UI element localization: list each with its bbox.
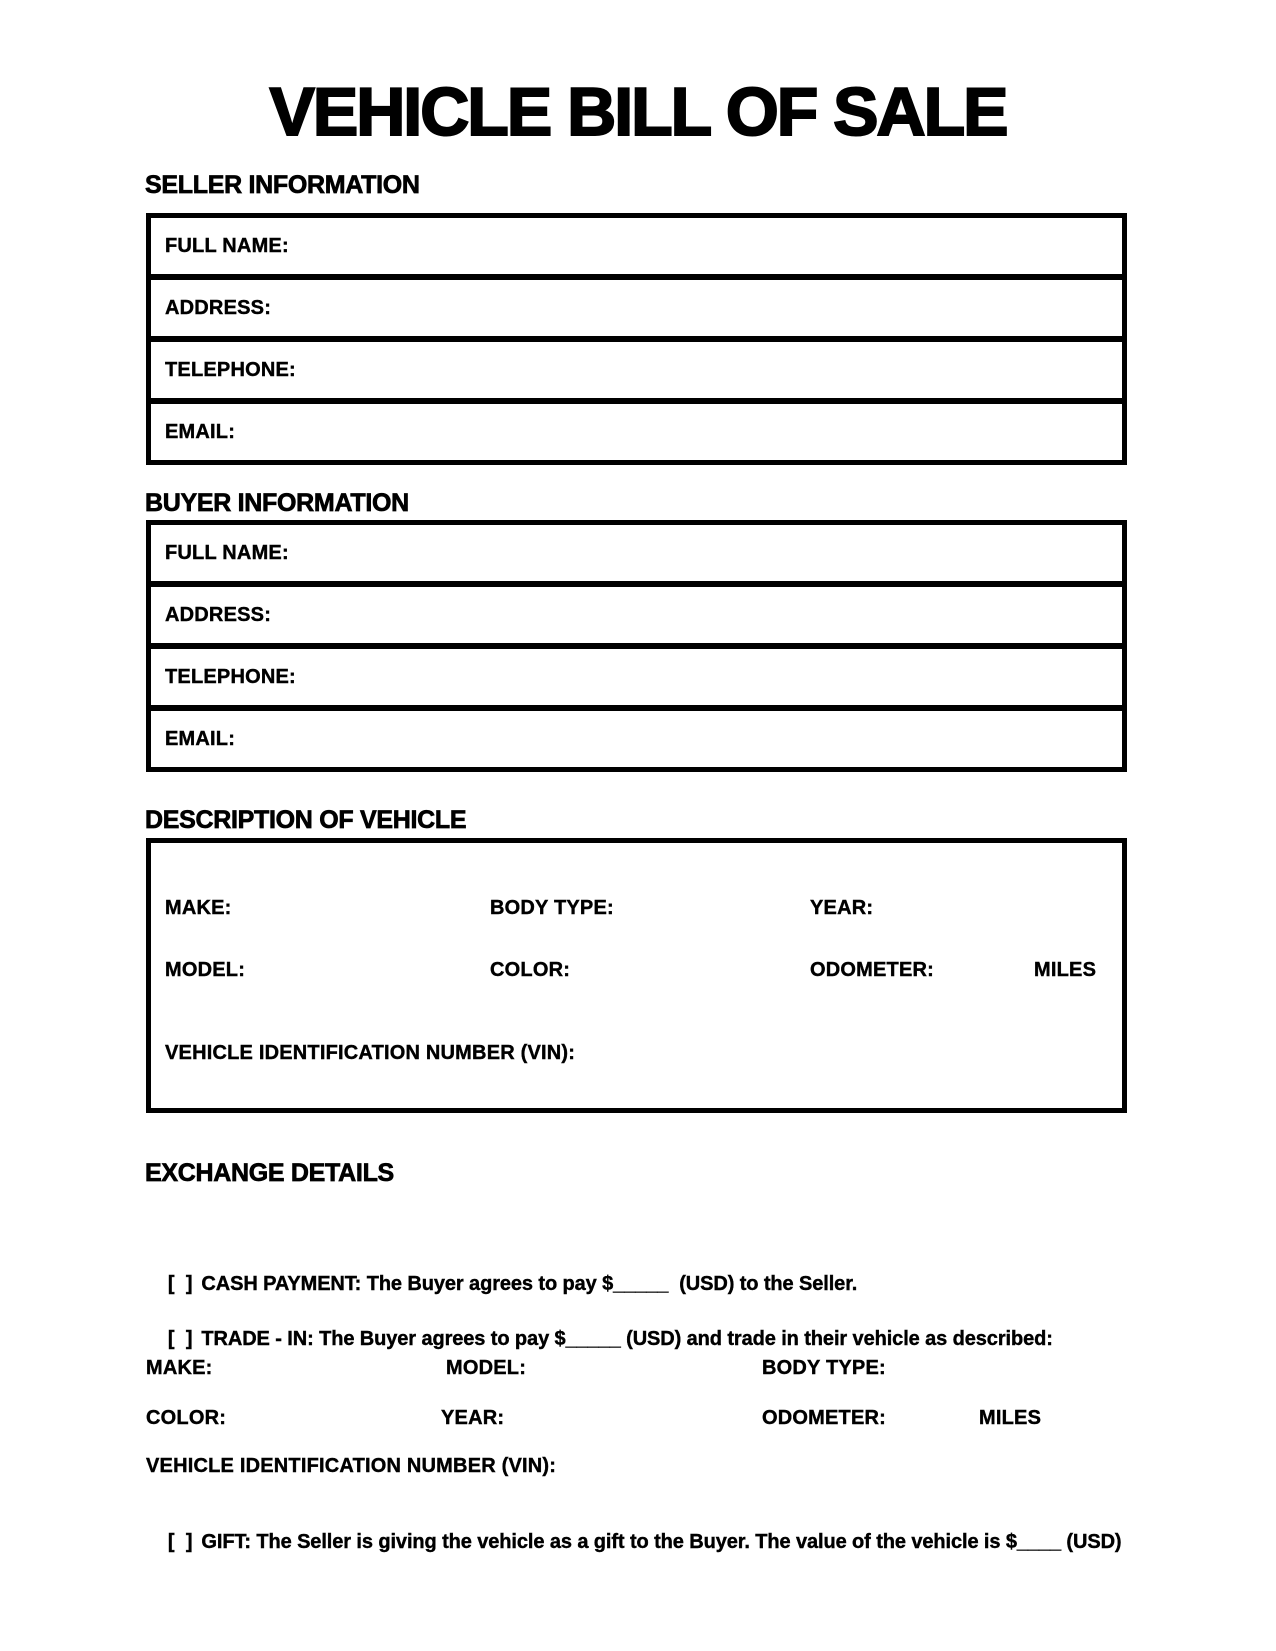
vehicle-miles-label: MILES — [1034, 959, 1097, 981]
seller-section-heading: SELLER INFORMATION — [145, 171, 420, 199]
buyer-section-heading: BUYER INFORMATION — [145, 489, 409, 517]
seller-email-label: EMAIL: — [165, 420, 236, 443]
trade-in-option — [146, 1303, 1053, 1375]
trade-year-label: YEAR: — [441, 1407, 505, 1429]
buyer-email-label: EMAIL: — [165, 727, 236, 750]
trade-in-checkbox: [ ] — [167, 1328, 193, 1350]
seller-email-row — [151, 404, 1122, 460]
trade-make-label: MAKE: — [146, 1357, 213, 1379]
vehicle-odometer-label: ODOMETER: — [810, 959, 935, 981]
exchange-section-heading: EXCHANGE DETAILS — [145, 1159, 394, 1187]
trade-miles-label: MILES — [979, 1407, 1042, 1429]
gift-option — [146, 1506, 1121, 1578]
vehicle-vin-label: VEHICLE IDENTIFICATION NUMBER (VIN): — [165, 1042, 576, 1064]
buyer-address-label: ADDRESS: — [165, 603, 272, 626]
trade-body-type-label: BODY TYPE: — [762, 1357, 886, 1379]
seller-telephone-label: TELEPHONE: — [165, 358, 296, 381]
vehicle-color-label: COLOR: — [490, 959, 571, 981]
buyer-telephone-label: TELEPHONE: — [165, 665, 296, 688]
buyer-full-name-label: FULL NAME: — [165, 541, 289, 564]
trade-in-text: TRADE - IN: The Buyer agrees to pay $_____ (USD) and trade in their vehicle as described: — [201, 1328, 1053, 1350]
buyer-full-name-row — [151, 525, 1122, 587]
trade-color-label: COLOR: — [146, 1407, 227, 1429]
seller-address-label: ADDRESS: — [165, 296, 272, 319]
trade-odometer-label: ODOMETER: — [762, 1407, 887, 1429]
vehicle-body-type-label: BODY TYPE: — [490, 897, 614, 919]
gift-checkbox: [ ] — [167, 1531, 193, 1553]
seller-info-box — [146, 213, 1127, 465]
vehicle-model-label: MODEL: — [165, 959, 246, 981]
vehicle-section-heading: DESCRIPTION OF VEHICLE — [145, 806, 467, 834]
seller-full-name-row — [151, 218, 1122, 280]
document-title: VEHICLE BILL OF SALE — [269, 74, 1007, 150]
buyer-telephone-row — [151, 649, 1122, 711]
buyer-info-box — [146, 520, 1127, 772]
vehicle-year-label: YEAR: — [810, 897, 874, 919]
cash-payment-text: CASH PAYMENT: The Buyer agrees to pay $_____ (USD) to the Seller. — [201, 1273, 858, 1295]
trade-vin-label: VEHICLE IDENTIFICATION NUMBER (VIN): — [146, 1455, 557, 1477]
vehicle-make-label: MAKE: — [165, 897, 232, 919]
seller-full-name-label: FULL NAME: — [165, 234, 289, 257]
buyer-email-row — [151, 711, 1122, 767]
buyer-address-row — [151, 587, 1122, 649]
seller-address-row — [151, 280, 1122, 342]
trade-model-label: MODEL: — [446, 1357, 527, 1379]
vehicle-description-box — [146, 838, 1127, 1113]
seller-telephone-row — [151, 342, 1122, 404]
gift-text: GIFT: The Seller is giving the vehicle as a gift to the Buyer. The value of the vehicle is $____ (USD) — [201, 1531, 1122, 1553]
cash-payment-checkbox: [ ] — [167, 1273, 193, 1295]
